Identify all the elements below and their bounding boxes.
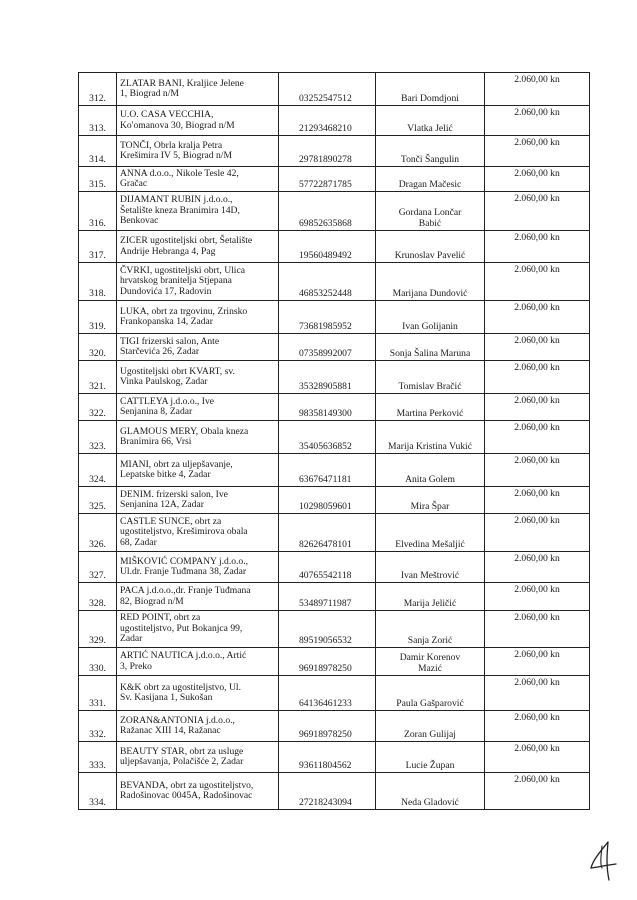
business-name-address [117,361,279,394]
business-line: Benkovac [120,215,159,227]
business-name-address [117,192,279,231]
owner-line: Marija Jeličić [403,597,457,609]
table-row [79,676,590,711]
business-line: Andrije Hebranga 4, Pag [120,245,216,257]
row-number: 332. [79,711,117,742]
business-line: Šetalište kneza Branimira 14D, [120,204,240,216]
oib-number: 07358992007 [279,334,376,361]
owner-line: Gordana Lončar [398,207,462,218]
business-line: K&K obrt za ugostiteljstvo, Ul. [120,681,241,693]
business-line: PACA j.d.o.o.,dr. Franje Tuđmana [120,585,251,596]
business-name-address [117,773,279,810]
business-name-address [117,648,279,676]
business-line: ARTIĆ NAUTICA j.d.o.o., Artić [120,650,247,661]
oib-number: 35328905881 [279,361,376,394]
oib-number: 53489711987 [279,583,376,611]
owner-name [376,648,485,676]
owner-line: Elvedina Mešaljić [395,538,465,550]
amount: 2.060,00 kn [485,361,590,394]
oib-number: 46853252448 [279,263,376,301]
owner-name [376,611,485,648]
row-number: 329. [79,611,117,648]
oib-number: 29781890278 [279,136,376,167]
table-row [79,231,590,263]
amount: 2.060,00 kn [485,773,590,810]
owner-line: Ivan Meštrović [400,569,460,581]
amount: 2.060,00 kn [485,192,590,231]
business-name-address [117,711,279,742]
business-line: BEAUTY STAR, obrt za usluge [120,745,244,757]
table-row [79,514,590,552]
owner-name [376,263,485,301]
business-line: ZORAN&ANTONIA j.d.o.o., [120,714,235,726]
owner-line: Paula Gašparović [396,697,464,709]
owner-line: Damir Korenov [399,652,461,663]
table-row [79,361,590,394]
business-line: ČVRKI, ugostiteljski obrt, Ulica [120,264,245,276]
recipients-table [78,72,590,810]
amount: 2.060,00 kn [485,421,590,454]
owner-line: Marija Kristina Vukić [388,440,472,452]
business-line: Senjanina 12A, Zadar [120,499,204,510]
row-number: 326. [79,514,117,552]
business-line: Krešimira IV 5, Biograd n/M [120,150,233,161]
business-name-address [117,301,279,334]
owner-name [376,106,485,136]
amount: 2.060,00 kn [485,106,590,136]
amount: 2.060,00 kn [485,136,590,167]
amount: 2.060,00 kn [485,454,590,487]
business-line: Lepatske bitke 4, Zadar [120,469,211,480]
oib-number: 63676471181 [279,454,376,487]
oib-number: 35405636852 [279,421,376,454]
table-row [79,773,590,810]
business-name-address [117,394,279,421]
owner-line: Sanja Zorić [407,634,453,646]
owner-line: Krunoslav Pavelić [394,249,466,261]
row-number: 327. [79,552,117,583]
oib-number: 98358149300 [279,394,376,421]
owner-name [376,301,485,334]
oib-number: 03252547512 [279,73,376,106]
amount: 2.060,00 kn [485,648,590,676]
owner-name [376,773,485,810]
table-row [79,301,590,334]
amount: 2.060,00 kn [485,394,590,421]
owner-line: Lucie Župan [405,759,455,771]
owner-name [376,487,485,514]
oib-number: 73681985952 [279,301,376,334]
owner-line: Tomislav Bračić [398,380,462,392]
business-line: 82, Biograd n/M [120,595,184,607]
table-row [79,192,590,231]
business-line: Gračac [120,178,148,189]
owner-name [376,454,485,487]
business-line: Ko'omanova 30, Biograd n/M [120,119,235,131]
oib-number: 64136461233 [279,676,376,711]
row-number: 317. [79,231,117,263]
business-name-address [117,742,279,773]
business-line: ZLATAR BANI, Kraljice Jelene [120,77,244,89]
business-line: DENIM. frizerski salon, Ive [120,488,228,500]
owner-name [376,334,485,361]
business-line: Branimira 66, Vrsi [120,436,192,447]
oib-number: 57722871785 [279,167,376,192]
business-name-address [117,421,279,454]
owner-line: Dragan Mačesic [398,178,462,190]
row-number: 321. [79,361,117,394]
owner-line: Mira Špar [410,500,450,512]
row-number: 330. [79,648,117,676]
business-line: Sv. Kasijana 1, Sukošan [120,692,213,703]
table-row [79,711,590,742]
owner-name [376,167,485,192]
table-row [79,136,590,167]
business-name-address [117,334,279,361]
business-name-address [117,454,279,487]
owner-line: Anita Golem [405,473,455,485]
table-row [79,583,590,611]
business-line: RED POINT, obrt za [120,612,201,624]
row-number: 334. [79,773,117,810]
business-line: ugostiteljstvo, Krešimirova obala [120,526,248,538]
oib-number: 82626478101 [279,514,376,552]
business-name-address [117,487,279,514]
table-row [79,167,590,192]
row-number: 318. [79,263,117,301]
oib-number: 93611804562 [279,742,376,773]
owner-name [376,136,485,167]
owner-line: Mazić [418,662,442,674]
oib-number: 89519056532 [279,611,376,648]
business-line: Senjanina 8, Zadar [120,406,193,417]
business-line: ANNA d.o.o., Nikole Tesle 42, [120,167,239,179]
oib-number: 40765542118 [279,552,376,583]
owner-name [376,583,485,611]
business-line: TIGI frizerski salon, Ante [120,335,220,347]
business-line: Dundovića 17, Radovin [120,285,212,297]
owner-name [376,361,485,394]
owner-line: Ivan Golijanin [402,320,458,332]
business-name-address [117,106,279,136]
business-line: uljepšavanja, Polačišće 2, Zadar [120,756,244,767]
row-number: 322. [79,394,117,421]
owner-name [376,394,485,421]
row-number: 324. [79,454,117,487]
oib-number: 19560489492 [279,231,376,263]
oib-number: 10298059601 [279,487,376,514]
oib-number: 21293468210 [279,106,376,136]
amount: 2.060,00 kn [485,334,590,361]
business-line: 1, Biograd n/M [120,88,179,99]
amount: 2.060,00 kn [485,231,590,263]
business-line: CASTLE SUNCE, obrt za [120,515,222,527]
table-row [79,334,590,361]
owner-line: Marijana Dundović [392,287,468,299]
business-line: Ul.dr. Franje Tuđmana 38, Zadar [120,566,247,577]
business-name-address [117,167,279,192]
owner-name [376,552,485,583]
business-line: TONČI, Obrla kralja Petra [120,139,223,151]
owner-name [376,192,485,231]
row-number: 325. [79,487,117,514]
row-number: 315. [79,167,117,192]
owner-line: Sonja Šalina Maruna [389,347,471,359]
business-line: GLAMOUS MERY, Obala kneza [120,425,249,437]
amount: 2.060,00 kn [485,301,590,334]
business-name-address [117,583,279,611]
business-name-address [117,73,279,106]
amount: 2.060,00 kn [485,583,590,611]
business-line: MIŠKOVIĆ COMPANY j.d.o.o., [120,555,249,567]
business-name-address [117,514,279,552]
business-line: Frankopanska 14, Zadar [120,316,213,327]
amount: 2.060,00 kn [485,487,590,514]
table-row [79,648,590,676]
row-number: 319. [79,301,117,334]
business-line: BEVANDA, obrt za ugostiteljstvo, [120,779,254,791]
business-line: Zadar [120,633,143,645]
owner-name [376,711,485,742]
business-line: 68, Zadar [120,536,157,548]
business-line: Radošinovac 0045A, Radošinovac [120,790,253,801]
row-number: 313. [79,106,117,136]
row-number: 328. [79,583,117,611]
business-name-address [117,263,279,301]
business-line: LUKA, obrt za trgovinu, Zrinsko [120,305,248,317]
business-line: Starčevića 26, Zadar [120,346,200,357]
oib-number: 27218243094 [279,773,376,810]
business-name-address [117,611,279,648]
owner-line: Bari Domdjoni [401,92,459,104]
table-row [79,552,590,583]
business-line: U.O. CASA VECCHIA, [120,109,214,120]
business-name-address [117,552,279,583]
business-line: hrvatskog branitelja Stjepana [120,275,232,287]
row-number: 323. [79,421,117,454]
business-name-address [117,676,279,711]
owner-line: Vlatka Jelić [407,122,453,134]
handwritten-page-number [588,838,618,882]
business-line: MIANI, obrt za uljepšavanje, [120,458,233,470]
amount: 2.060,00 kn [485,73,590,106]
oib-number: 96918978250 [279,648,376,676]
table-row [79,73,590,106]
business-line: Vinka Paulskog, Zadar [120,376,208,387]
amount: 2.060,00 kn [485,167,590,192]
owner-name [376,676,485,711]
business-name-address [117,136,279,167]
table-row [79,421,590,454]
business-line: ugostiteljstvo, Put Bokanjca 99, [120,622,243,634]
table-row [79,742,590,773]
owner-line: Tonči Šangulin [400,153,460,165]
amount: 2.060,00 kn [485,676,590,711]
row-number: 314. [79,136,117,167]
table-row [79,106,590,136]
row-number: 333. [79,742,117,773]
amount: 2.060,00 kn [485,552,590,583]
owner-name [376,742,485,773]
amount: 2.060,00 kn [485,263,590,301]
owner-line: Zoran Gulijaj [404,728,456,740]
business-line: DIJAMANT RUBIN j.d.o.o., [120,194,233,206]
owner-line: Babić [418,217,442,229]
owner-line: Martina Perković [396,407,464,419]
oib-number: 69852635868 [279,192,376,231]
table-row [79,611,590,648]
table-row [79,394,590,421]
business-line: ZICER ugostiteljski obrt, Šetalište [120,235,253,246]
table-row [79,263,590,301]
business-line: Ražanac XIII 14, Ražanac [120,725,221,736]
owner-line: Neda Gladović [401,796,459,808]
owner-name [376,514,485,552]
owner-name [376,421,485,454]
oib-number: 96918978250 [279,711,376,742]
owner-name [376,231,485,263]
row-number: 312. [79,73,117,106]
business-name-address [117,231,279,263]
business-line: CATTLEYA j.d.o.o., Ive [120,395,215,407]
table-row [79,487,590,514]
amount: 2.060,00 kn [485,711,590,742]
business-line: Ugostiteljski obrt KVART, sv. [120,365,235,377]
amount: 2.060,00 kn [485,611,590,648]
business-line: 3, Preko [120,660,152,672]
row-number: 316. [79,192,117,231]
row-number: 331. [79,676,117,711]
owner-name [376,73,485,106]
amount: 2.060,00 kn [485,742,590,773]
row-number: 320. [79,334,117,361]
table-row [79,454,590,487]
amount: 2.060,00 kn [485,514,590,552]
